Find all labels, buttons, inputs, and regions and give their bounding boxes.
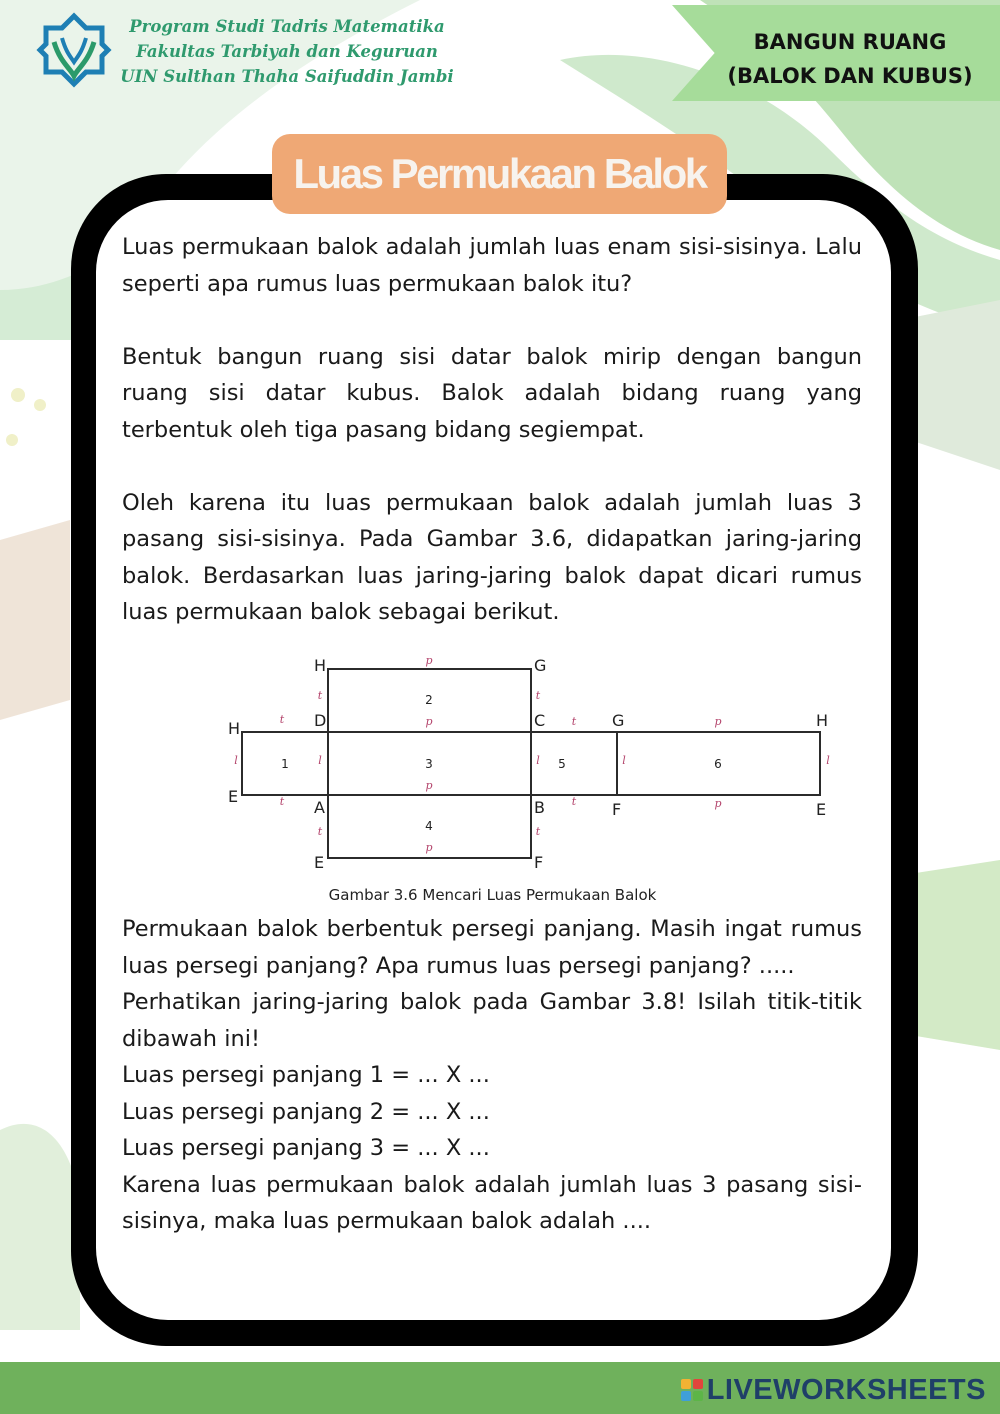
paragraph-2: Bentuk bangun ruang sisi datar balok mirip dengan bangun ruang sisi datar kubus. Balok adalah bidang ruang yang terbentuk oleh tiga pasang bidang segiempat. [122,343,862,443]
dim-p-face2: p [425,715,433,728]
cuboid-net-figure [222,652,842,877]
dim-p-face6-bottom: p [714,797,722,810]
dim-p-top: p [425,654,433,667]
dim-t-right-top: t [535,689,541,702]
vertex-e-left: E [228,787,239,806]
brand-name: LIVEWORKSHEETS [706,1373,986,1406]
vertex-h-top: H [314,656,327,675]
dim-t-face1-top: t [279,713,285,726]
dim-p-face6-top: p [714,715,722,728]
institution-name [112,14,462,89]
exercise-line-3: Luas persegi panjang 3 = ... X ... [122,1135,490,1161]
paragraph-5: Perhatikan jaring-jaring balok pada Gambar 3.8! Isilah titik-titik dibawah ini! [122,989,862,1052]
vertex-f-mid: F [612,800,622,819]
institution-line-1: Program Studi Tadris Matematika [129,17,445,36]
exercise-line-2: Luas persegi panjang 2 = ... X ... [122,1098,490,1125]
dim-l-left: l [234,754,238,767]
dim-t-right-bottom: t [535,825,541,838]
vertex-f-bottom: F [534,853,544,872]
vertex-h-right: H [816,711,829,730]
paragraph-1: Luas permukaan balok adalah jumlah luas enam sisi-sisinya. Lalu seperti apa rumus luas permukaan balok itu? [122,234,862,297]
intro-text [122,229,862,631]
face-number-5: 5 [558,757,566,771]
topic-line-1: BANGUN RUANG [753,30,947,54]
dim-l-face5-right: l [622,754,626,767]
face-number-3: 3 [425,757,433,771]
dim-t-face1-bottom: t [279,795,285,808]
dim-l-right: l [826,754,830,767]
topic-title [700,25,1000,93]
institution-line-2: Fakultas Tarbiyah dan Keguruan [136,42,438,61]
dim-p-face4: p [425,841,433,854]
vertex-h-left: H [228,719,241,738]
vertex-g-top: G [534,656,547,675]
paragraph-6: Karena luas permukaan balok adalah jumlah luas 3 pasang sisi-sisinya, maka luas permukaan balok adalah .... [122,1171,862,1234]
brand-logo [681,1372,986,1408]
dim-t-face5-top: t [571,715,577,728]
university-logo [36,12,112,88]
vertex-e-bottom: E [314,853,325,872]
vertex-d: D [314,711,327,730]
face-number-6: 6 [714,757,722,771]
face-number-4: 4 [425,819,433,833]
dim-p-face3: p [425,779,433,792]
paragraph-3: Oleh karena itu luas permukaan balok adalah jumlah luas 3 pasang sisi-sisinya. Pada Gambar 3.6, didapatkan jaring-jaring balok. Berdasarkan luas jaring-jaring balok dapat dicari rumus luas permukaan balok sebagai berikut. [122,489,862,625]
paragraph-4: Permukaan balok berbentuk persegi panjang. Masih ingat rumus luas persegi panjang? Apa rumus luas persegi panjang? ..... [122,916,862,979]
vertex-a: A [314,798,325,817]
dim-l-face1-right: l [318,754,322,767]
dim-l-face5-left: l [536,754,540,767]
vertex-c: C [534,711,546,730]
vertex-b: B [534,798,545,817]
dim-t-left-top: t [317,689,323,702]
face-number-2: 2 [425,693,433,707]
page-title: Luas Permukaan Balok [293,150,706,197]
face-number-1: 1 [281,757,289,771]
dim-t-left-bottom: t [317,825,323,838]
institution-line-3: UIN Sulthan Thaha Saifuddin Jambi [120,67,454,86]
exercise-line-1: Luas persegi panjang 1 = ... X ... [122,1062,490,1088]
brand-blocks-icon [681,1379,703,1401]
dim-t-face5-bottom: t [571,795,577,808]
vertex-e-right: E [816,800,827,819]
exercise-text [122,911,862,1240]
face-5-rect [531,732,617,795]
topic-line-2: (BALOK DAN KUBUS) [727,64,973,88]
vertex-g-mid: G [612,711,625,730]
figure-caption: Gambar 3.6 Mencari Luas Permukaan Balok [328,886,657,904]
